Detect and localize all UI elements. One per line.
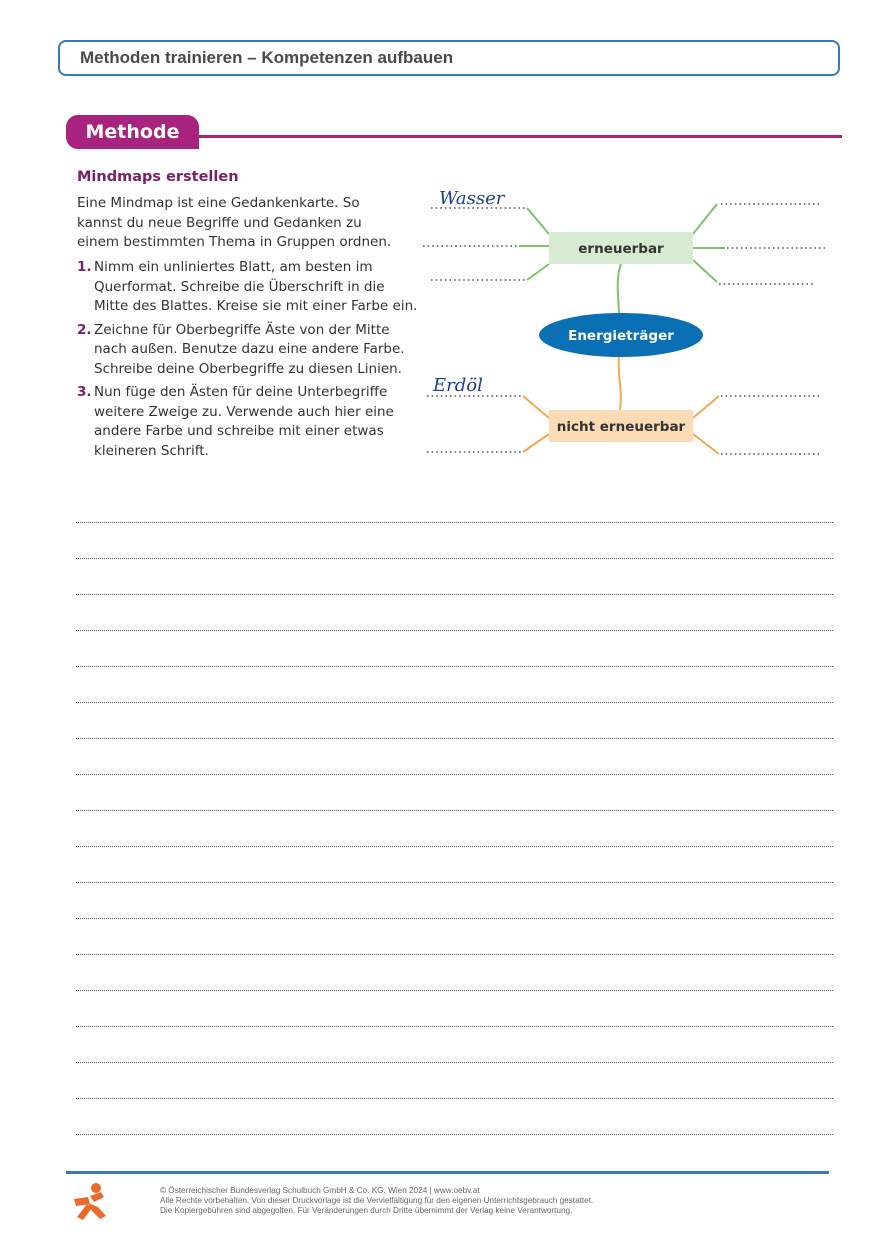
mindmap-diagram bbox=[415, 180, 835, 470]
footer-line: © Österreichischer Bundesverlag Schulbuch GmbH & Co. KG, Wien 2024 | www.oebv.at bbox=[160, 1186, 480, 1195]
writing-line bbox=[76, 1134, 833, 1170]
intro-line: Eine Mindmap ist eine Gedankenkarte. So bbox=[77, 195, 360, 211]
step-line: Mitte des Blattes. Kreise sie mit einer Farbe ein. bbox=[94, 298, 418, 314]
writing-line bbox=[76, 522, 833, 558]
writing-line bbox=[76, 558, 833, 594]
example-bottom: Erdöl bbox=[433, 375, 483, 396]
writing-line bbox=[76, 990, 833, 1026]
writing-line bbox=[76, 810, 833, 846]
intro-line: kannst du neue Begriffe und Gedanken zu bbox=[77, 214, 362, 231]
step-number: 2. bbox=[77, 321, 92, 338]
writing-line bbox=[76, 882, 833, 918]
connector-bottom bbox=[619, 355, 621, 410]
step-line: Schreibe deine Oberbegriffe zu diesen Linien. bbox=[94, 360, 402, 377]
step-line: kleineren Schrift. bbox=[94, 442, 209, 459]
step-item bbox=[77, 321, 422, 380]
page-title: Methoden trainieren – Kompetenzen aufbauen bbox=[80, 48, 454, 67]
connector-top bbox=[618, 264, 621, 315]
steps-list bbox=[77, 258, 422, 465]
example-top: Wasser bbox=[439, 188, 505, 209]
writing-line bbox=[76, 738, 833, 774]
center-label: Energieträger bbox=[568, 328, 674, 344]
intro-line: einem bestimmten Thema in Gruppen ordnen. bbox=[77, 234, 392, 250]
writing-lines bbox=[76, 522, 833, 1170]
step-line: andere Farbe und schreibe mit einer etwas bbox=[94, 423, 384, 439]
writing-line bbox=[76, 594, 833, 630]
branch-label-top: erneuerbar bbox=[578, 241, 664, 257]
header-box bbox=[58, 40, 840, 76]
writing-line bbox=[76, 1026, 833, 1062]
step-number: 1. bbox=[77, 259, 92, 275]
writing-line bbox=[76, 954, 833, 990]
method-divider bbox=[196, 135, 842, 138]
step-line: nach außen. Benutze dazu eine andere Farbe. bbox=[94, 341, 405, 357]
writing-line bbox=[76, 918, 833, 954]
writing-line bbox=[76, 666, 833, 702]
method-tab bbox=[66, 115, 199, 149]
writing-line bbox=[76, 846, 833, 882]
step-line: Querformat. Schreibe die Überschrift in die bbox=[94, 278, 385, 295]
method-label: Methode bbox=[85, 121, 180, 143]
writing-line bbox=[76, 1098, 833, 1134]
section-title: Mindmaps erstellen bbox=[77, 169, 239, 185]
step-line: Nimm ein unliniertes Blatt, am besten im bbox=[94, 259, 373, 275]
footer-divider bbox=[66, 1171, 829, 1174]
branch-label-bottom: nicht erneuerbar bbox=[556, 419, 686, 435]
intro-text bbox=[77, 194, 417, 253]
step-item bbox=[77, 258, 422, 317]
step-line: weitere Zweige zu. Verwende auch hier eine bbox=[94, 403, 394, 420]
step-line: Nun füge den Ästen für deine Unterbegriffe bbox=[94, 384, 388, 400]
footer-copyright bbox=[160, 1186, 593, 1216]
writing-line bbox=[76, 1062, 833, 1098]
footer-line: Alle Rechte vorbehalten. Von dieser Druckvorlage ist die Vervielfältigung für den eigenen Unterrichtsgebrauch gestattet. bbox=[160, 1196, 594, 1205]
step-line: Zeichne für Oberbegriffe Äste von der Mitte bbox=[94, 321, 390, 338]
oebv-logo-icon bbox=[70, 1182, 110, 1222]
writing-line bbox=[76, 702, 833, 738]
step-number: 3. bbox=[77, 384, 92, 400]
writing-line bbox=[76, 774, 833, 810]
writing-line bbox=[76, 630, 833, 666]
footer-line: Die Kopiergebühren sind abgegolten. Für Veränderungen durch Dritte übernimmt der Verlag keine Verantwortung. bbox=[160, 1206, 573, 1215]
step-item bbox=[77, 383, 422, 461]
